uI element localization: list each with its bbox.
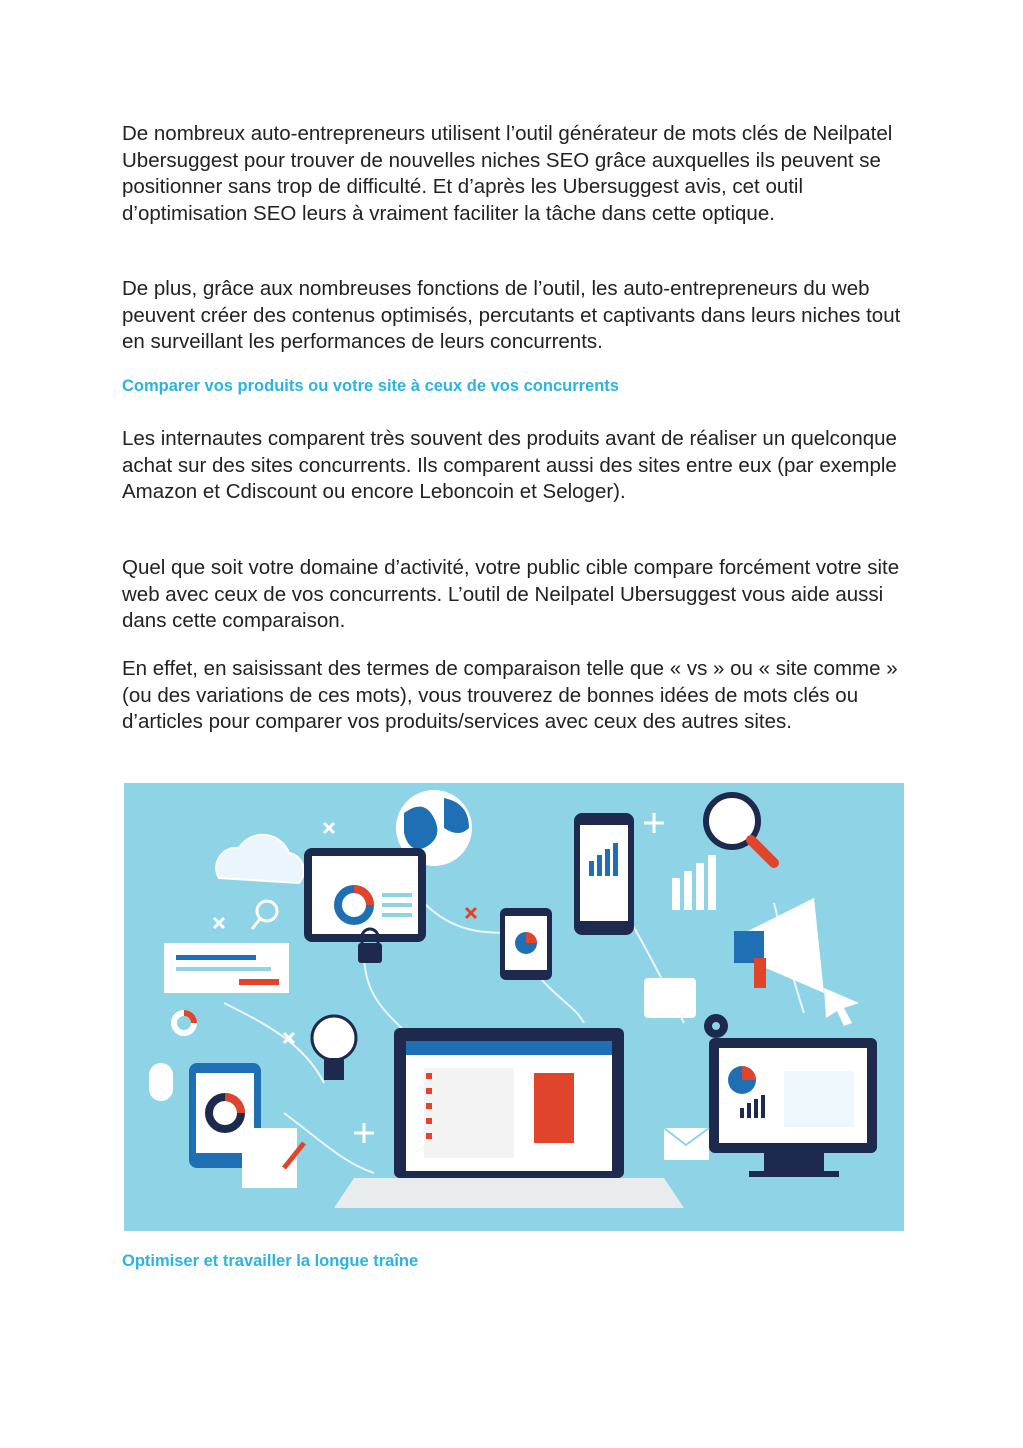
chat-icon [644, 978, 696, 1018]
seo-illustration [124, 783, 904, 1231]
tablet-icon [304, 848, 426, 942]
paragraph-5: En effet, en saisissant des termes de comparaison telle que « vs » ou « site comme » (ou des variations de ces mots), vous trouverez de bonnes idées de mots clés ou d’articles pour comparer vos produits/services avec ceux des autres sites. [122, 657, 898, 733]
browser-card [164, 943, 289, 993]
gear-icon [704, 1014, 728, 1038]
document-icon [242, 1128, 304, 1188]
phone-icon [574, 813, 634, 935]
paragraph-4: Quel que soit votre domaine d’activité, votre public cible compare forcément votre site web avec ceux de vos concurrents. L’outil de Neilpatel Ubersuggest vous aide aussi dans cette comparaison. [122, 556, 900, 632]
paragraph-1: De nombreux auto-entrepreneurs utilisent l’outil générateur de mots clés de Neilpatel Ubersuggest pour trouver de nouvelles niches SEO grâce auxquelles ils peuvent se positionner sans trop de difficulté. Et d’après les Ubersuggest avis, cet outil d’optimisation SEO leurs à vraiment faciliter la tâche dans cette optique. [122, 122, 893, 225]
paragraph-3: Les internautes comparent très souvent des produits avant de réaliser un quelconque achat sur des sites concurrents. Ils comparent aussi des sites entre eux (par exemple Amazon et Cdiscount ou encore Leboncoin et Seloger). [122, 427, 897, 503]
mouse-icon [149, 1063, 173, 1101]
section-heading-2: Optimiser et travailler la longue traîne [122, 1252, 419, 1270]
envelope-icon [664, 1128, 709, 1160]
small-phone-icon [500, 908, 552, 980]
paragraph-2: De plus, grâce aux nombreuses fonctions de l’outil, les auto-entrepreneurs du web peuvent créer des contenus optimisés, percutants et captivants dans leurs niches tout en surveillant les performances de leurs concurrents. [122, 277, 901, 353]
section-heading-1: Comparer vos produits ou votre site à ceux de vos concurrents [122, 377, 619, 395]
